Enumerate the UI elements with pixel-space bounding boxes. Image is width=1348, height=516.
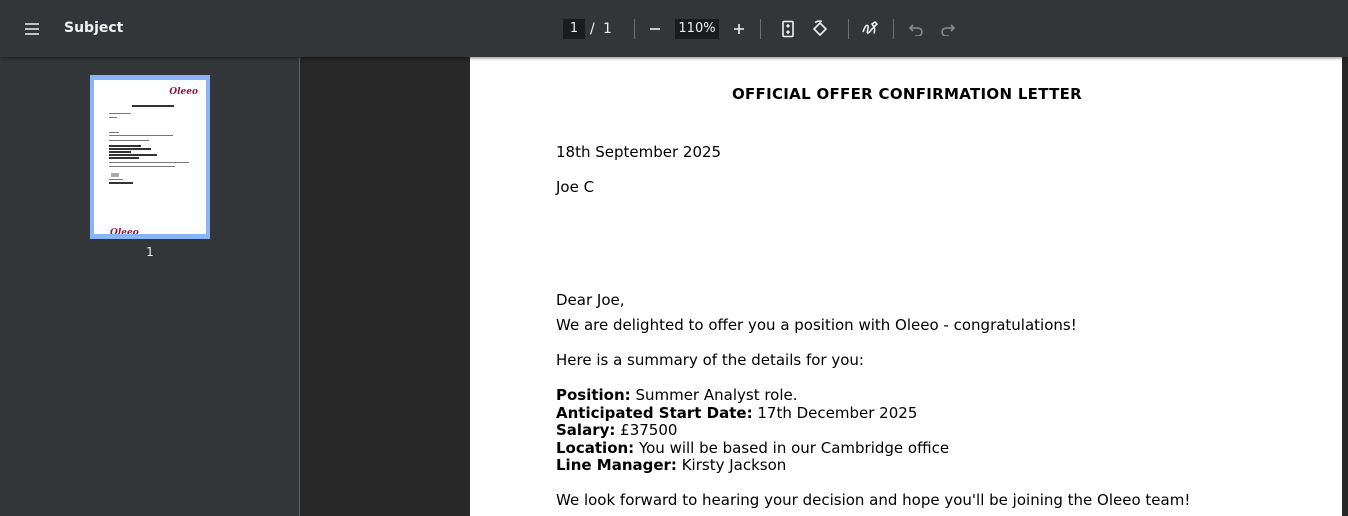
letter-date: 18th September 2025	[556, 143, 722, 161]
letter-intro: We are delighted to offer you a position with Oleeo - congratulations!	[556, 316, 1077, 334]
toolbar-divider	[634, 19, 635, 39]
detail-value: You will be based in our Cambridge office	[638, 439, 950, 457]
thumbnail-page-preview	[94, 80, 206, 234]
rotate-button[interactable]	[806, 15, 834, 43]
toolbar-divider	[893, 19, 894, 39]
toolbar-divider	[760, 19, 761, 39]
redo-button[interactable]	[934, 15, 962, 43]
detail-label: Location:	[556, 439, 635, 457]
redo-icon	[940, 22, 956, 36]
detail-value: 17th December 2025	[757, 404, 918, 422]
detail-line-manager	[556, 456, 786, 474]
letter-recipient: Joe C	[556, 178, 595, 196]
toolbar-divider	[848, 19, 849, 39]
detail-label: Salary:	[556, 421, 616, 439]
annotate-button[interactable]	[856, 15, 884, 43]
thumbnail-footer-logo: Oleeo	[110, 228, 139, 234]
page-separator: /	[590, 21, 595, 37]
zoom-out-button[interactable]	[641, 15, 669, 43]
menu-icon[interactable]	[18, 15, 46, 43]
detail-value: Kirsty Jackson	[681, 456, 787, 474]
detail-label: Position:	[556, 386, 631, 404]
thumbnail-sidebar	[0, 57, 300, 516]
detail-salary	[556, 421, 677, 439]
undo-button[interactable]	[902, 15, 930, 43]
zoom-level-input[interactable]: 110%	[675, 19, 719, 39]
detail-label: Anticipated Start Date:	[556, 404, 753, 422]
page-total: 1	[603, 21, 612, 37]
thumbnail-page-number: 1	[146, 245, 154, 259]
page-number-input[interactable]: 1	[563, 19, 585, 39]
letter-closing: We look forward to hearing your decision and hope you'll be joining the Oleeo team!	[556, 491, 1191, 509]
thumbnail-logo: Oleeo	[169, 87, 198, 97]
minus-icon	[648, 22, 662, 36]
fit-to-page-button[interactable]	[774, 15, 802, 43]
letter-summary-intro: Here is a summary of the details for you:	[556, 351, 864, 369]
detail-value: Summer Analyst role.	[635, 386, 798, 404]
document-title: Subject	[64, 20, 124, 36]
fit-page-icon	[780, 20, 796, 38]
detail-location	[556, 439, 949, 457]
plus-icon	[732, 22, 746, 36]
document-viewer[interactable]	[301, 57, 1348, 516]
document-page	[470, 57, 1342, 516]
detail-position	[556, 386, 798, 404]
detail-start-date	[556, 404, 917, 422]
undo-icon	[908, 22, 924, 36]
pdf-toolbar	[0, 0, 1348, 57]
detail-value: £37500	[620, 421, 678, 439]
zoom-in-button[interactable]	[725, 15, 753, 43]
rotate-icon	[811, 20, 829, 38]
draw-icon	[861, 20, 879, 38]
letter-title: OFFICIAL OFFER CONFIRMATION LETTER	[731, 85, 1083, 103]
letter-greeting: Dear Joe,	[556, 291, 625, 309]
detail-label: Line Manager:	[556, 456, 677, 474]
page-thumbnail[interactable]	[90, 75, 210, 239]
